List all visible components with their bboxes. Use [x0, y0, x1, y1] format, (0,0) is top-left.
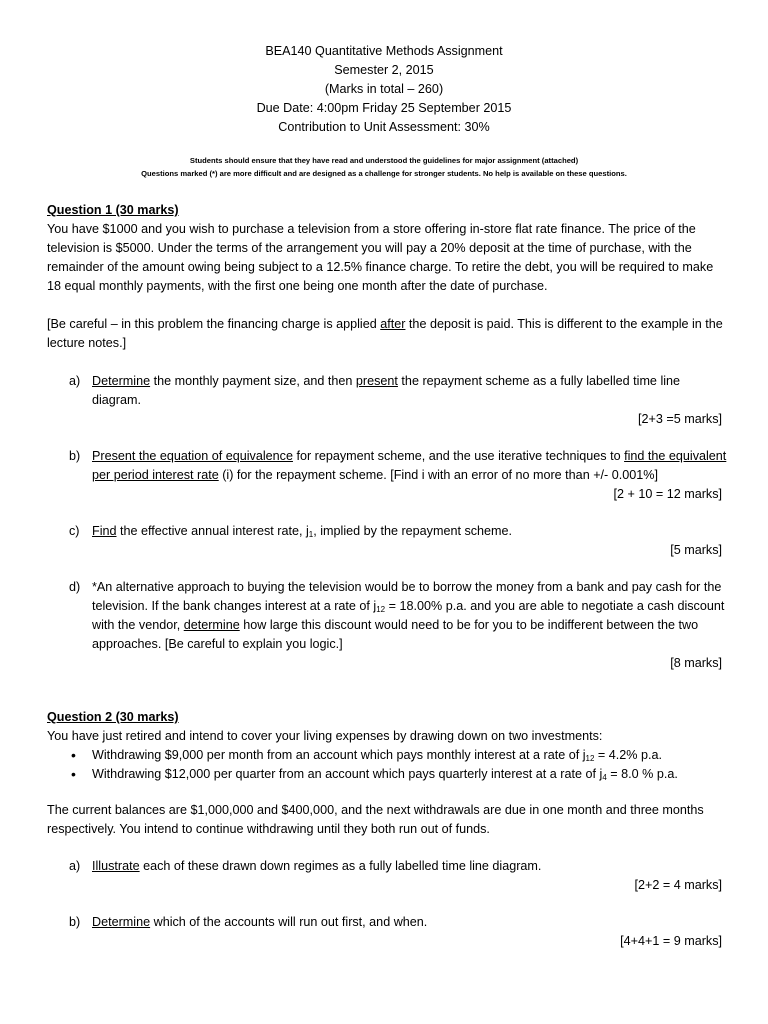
question-2b [47, 913, 727, 932]
item-text: the effective annual interest rate, j [116, 524, 309, 538]
contribution-line: Contribution to Unit Assessment: 30% [278, 120, 490, 134]
item-label: a) [69, 374, 81, 388]
question-1a-marks: [2+3 =5 marks] [638, 412, 722, 426]
course-title: BEA140 Quantitative Methods Assignment [265, 44, 503, 58]
subscript: 12 [585, 754, 595, 763]
caution-underlined: after [380, 317, 406, 331]
subscript: 4 [602, 773, 607, 782]
due-date-line: Due Date: 4:00pm Friday 25 September 2015 [256, 101, 512, 115]
item-text: = 8.0 % p.a. [606, 767, 678, 781]
question-1d [47, 578, 727, 654]
item-text: = 18.00% p.a. and you are able to negotiate a cash discount with the vendor, [92, 599, 725, 632]
item-text: which of the accounts will run out first, and when. [150, 915, 428, 929]
question-2-title: Question 2 (30 marks) [47, 710, 179, 724]
keyword-find-rate: find the equivalent per period interest rate [92, 449, 727, 482]
keyword-find: Find [92, 524, 117, 538]
item-label: b) [69, 449, 81, 463]
question-1-intro: You have $1000 and you wish to purchase a television from a store offering in-store flat rate finance. The price of the television is $5000. Under the terms of the arrangement you will pay a 20% deposit at the time of purchase, with the remainder of the amount owing being subject to a 12.5% finance charge. To retire the debt, you will be required to make 18 equal monthly payments, with the first one being one month after the date of purchase. [47, 222, 714, 293]
item-text: Withdrawing $12,000 per quarter from an account which pays quarterly interest at a rate of j [92, 767, 603, 781]
question-1c-marks: [5 marks] [670, 543, 722, 557]
question-2b-marks: [4+4+1 = 9 marks] [620, 934, 722, 948]
question-1a [47, 372, 727, 410]
item-text: , implied by the repayment scheme. [313, 524, 513, 538]
item-text: *An alternative approach to buying the television would be to borrow the money from a bank and pay cash for the television. If the bank changes interest at a rate of j [92, 580, 722, 613]
item-label: a) [69, 859, 81, 873]
keyword-illustrate: Illustrate [92, 859, 140, 873]
question-1c [47, 522, 727, 541]
question-2-intro: You have just retired and intend to cover your living expenses by drawing down on two investments: [47, 729, 603, 743]
withdrawal-list [47, 746, 727, 784]
question-1d-marks: [8 marks] [670, 656, 722, 670]
question-1 [47, 201, 727, 673]
guidelines-note: Students should ensure that they have read and understood the guidelines for major assignment (attached) [189, 156, 579, 165]
question-2 [47, 708, 727, 951]
question-2-balances: The current balances are $1,000,000 and $400,000, and the next withdrawals are due in one month and three months respectively. You intend to continue withdrawing until they both run out of funds. [47, 803, 704, 836]
item-text: each of these drawn down regimes as a fully labelled time line diagram. [139, 859, 542, 873]
question-1b [47, 447, 727, 485]
keyword-determine: determine [183, 618, 240, 632]
item-text: for repayment scheme, and the use iterative techniques to [292, 449, 625, 463]
item-text: the repayment scheme as a fully labelled time line diagram. [92, 374, 681, 407]
keyword-determine: Determine [92, 915, 151, 929]
keyword-present-equation: Present the equation of equivalence [92, 449, 293, 463]
subscript: 12 [376, 605, 386, 614]
caution-text-1: [Be careful – in this problem the financing charge is applied [47, 317, 381, 331]
question-2a [47, 857, 727, 876]
difficulty-note: Questions marked (*) are more difficult and are designed as a challenge for stronger students. No help is available on these questions. [141, 169, 627, 178]
item-label: c) [69, 524, 80, 538]
item-label: d) [69, 580, 81, 594]
question-1b-marks: [2 + 10 = 12 marks] [613, 487, 722, 501]
document-header [0, 42, 768, 137]
question-2a-marks: [2+2 = 4 marks] [634, 878, 722, 892]
item-text: how large this discount would need to be for you to be indifferent between the two approaches. [Be careful to explain you logic.] [92, 618, 699, 651]
list-item [47, 746, 727, 765]
item-text: the monthly payment size, and then [150, 374, 356, 388]
item-label: b) [69, 915, 81, 929]
instructions-notes [0, 154, 768, 180]
list-item [47, 765, 727, 784]
marks-total-line: (Marks in total – 260) [324, 82, 444, 96]
caution-text-2: the deposit is paid. This is different to the example in the lecture notes.] [47, 317, 723, 350]
item-text: = 4.2% p.a. [594, 748, 662, 762]
subscript: 1 [308, 530, 314, 539]
keyword-determine: Determine [92, 374, 151, 388]
item-text: Withdrawing $9,000 per month from an account which pays monthly interest at a rate of j [92, 748, 586, 762]
item-text: (i) for the repayment scheme. [Find i with an error of no more than +/- 0.001%] [218, 468, 658, 482]
question-1-caution [47, 315, 727, 353]
semester-line: Semester 2, 2015 [334, 63, 434, 77]
question-1-title: Question 1 (30 marks) [47, 203, 179, 217]
keyword-present: present [355, 374, 398, 388]
